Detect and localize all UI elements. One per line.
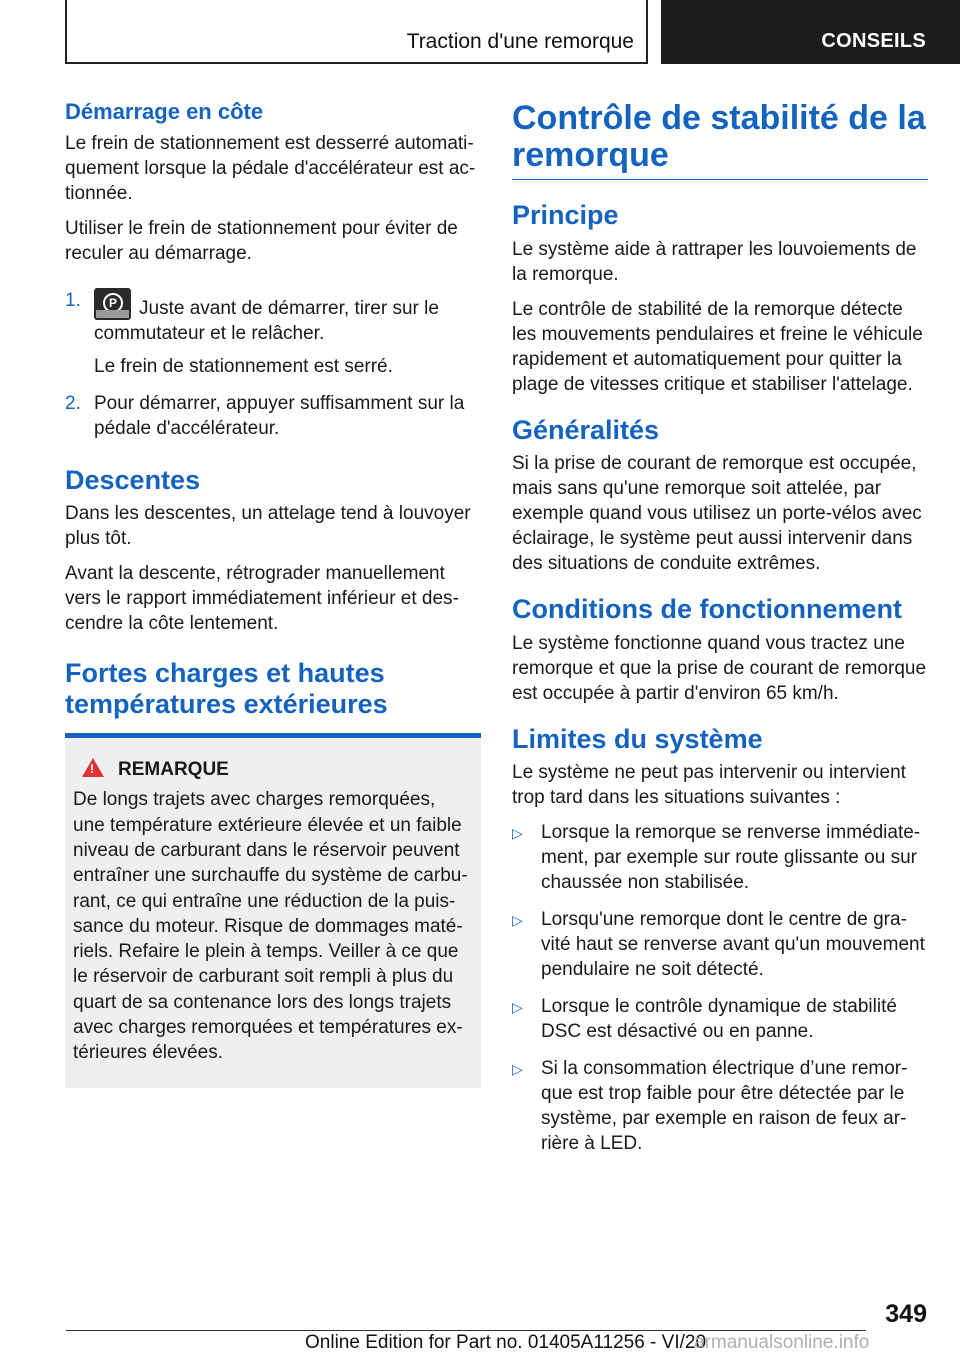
bullet-text: Lorsque la remorque se renverse immédiatement, par exemple sur route glissante ou sur chaussée non stabilisée. [541, 822, 921, 894]
paragraph: Utiliser le frein de stationnement pour éviter de reculer au démarrage. [65, 217, 458, 264]
warning-icon [82, 758, 104, 777]
chapter-tab [661, 0, 960, 64]
heading-principle: Principe [512, 200, 619, 231]
notice-header [73, 758, 472, 781]
list-item [65, 288, 481, 379]
step-result: Le frein de stationnement est serré. [94, 355, 393, 377]
parking-brake-glyph: P [103, 293, 123, 313]
paragraph: Dans les descentes, un attelage tend à louvoyer plus tôt. [65, 503, 471, 550]
heading-limits: Limites du système [512, 723, 763, 754]
list-item [65, 391, 481, 441]
bullet-text: Si la consommation électrique d’une remorque est trop faible pour être détectée par le système, par exemple en raison de feux arrière à LED. [541, 1058, 908, 1155]
paragraph: Si la prise de courant de remorque est occupée, mais sans qu'une remorque soit attelée, par exemple quand vous utilisez un porte-vélos avec éclairage, le système peut aussi intervenir dans des situations de conduite extrêmes. [512, 453, 922, 575]
section-title: Traction d'une remorque [406, 30, 634, 53]
watermark: armanualsonline.info [694, 1332, 870, 1353]
section-title-box [65, 0, 648, 64]
bullet-triangle-icon: ▷ [512, 999, 523, 1016]
list-item [512, 820, 928, 895]
step-number: 2. [65, 392, 81, 414]
list-item [512, 994, 928, 1044]
heading-heavy-loads: Fortes charges et hautes températures extérieures [65, 658, 388, 719]
heading-hill-start: Démarrage en côte [65, 99, 264, 124]
step-list [65, 288, 481, 441]
bullet-text: Lorsque le contrôle dynamique de stabilité DSC est désactivé ou en panne. [541, 996, 897, 1043]
parking-brake-icon [94, 288, 131, 320]
paragraph: Le système fonctionne quand vous tractez une remorque et que la prise de courant de remorque est occupée à partir d'environ 65 km/h. [512, 632, 927, 704]
notice-box [65, 733, 481, 1087]
bullet-text: Lorsqu'une remorque dont le centre de gravité haut se renverse avant qu'un mouvement pendulaire ne soit détecté. [541, 909, 925, 981]
step-text: Pour démarrer, appuyer suffisamment sur la pédale d'accélérateur. [94, 392, 465, 439]
page-number: 349 [885, 1300, 927, 1328]
heading-conditions: Conditions de fonctionnement [512, 594, 902, 625]
step-number: 1. [65, 289, 81, 311]
step-text: Juste avant de démarrer, tirer sur le commutateur et le relâcher. [94, 297, 439, 344]
paragraph: Le contrôle de stabilité de la remorque détecte les mouvements pendulaires et freine le véhicule rapidement et automatiquement pour quitter la plage de vitesses critique et stabiliser l'attelage. [512, 298, 923, 395]
paragraph: Le frein de stationnement est desserré automatiquement lorsque la pédale d'accélérateur est actionnée. [65, 132, 476, 204]
page-header [0, 0, 960, 66]
paragraph: Le système aide à rattraper les louvoiements de la remorque. [512, 238, 917, 285]
list-item [512, 1056, 928, 1156]
limits-list [512, 820, 928, 1156]
bullet-triangle-icon: ▷ [512, 825, 523, 842]
bullet-triangle-icon: ▷ [512, 1061, 523, 1078]
paragraph: Le système ne peut pas intervenir ou intervient trop tard dans les situations suivantes : [512, 762, 906, 809]
chapter-heading: Contrôle de stabilité de la remorque [512, 100, 928, 180]
edition-text: Online Edition for Part no. 01405A11256 - VI/20 [305, 1332, 707, 1353]
heading-descents: Descentes [65, 464, 201, 495]
page-footer [0, 1294, 960, 1362]
paragraph: Avant la descente, rétrograder manuellement vers le rapport immédiatement inférieur et descendre la côte lentement. [65, 563, 459, 635]
notice-title: REMARQUE [118, 759, 229, 781]
right-column [512, 100, 928, 1168]
bullet-triangle-icon: ▷ [512, 912, 523, 929]
list-item [512, 907, 928, 982]
heading-general: Généralités [512, 414, 660, 445]
left-column [65, 100, 481, 1088]
notice-text: De longs trajets avec charges remorquées, une température extérieure élevée et un faible niveau de carburant dans le réservoir peuvent entraîner une surchauffe du système de carburant, ce qui entraîne une réduction de la puissance du moteur. Risque de dommages matériels. Refaire le plein à temps. Veiller à ce que le réservoir de carburant soit rempli à plus du quart de sa contenance lors des longs trajets avec charges remorquées et températures extérieures élevées. [73, 789, 468, 1064]
chapter-title: CONSEILS [821, 30, 926, 52]
footer-divider [66, 1330, 866, 1331]
